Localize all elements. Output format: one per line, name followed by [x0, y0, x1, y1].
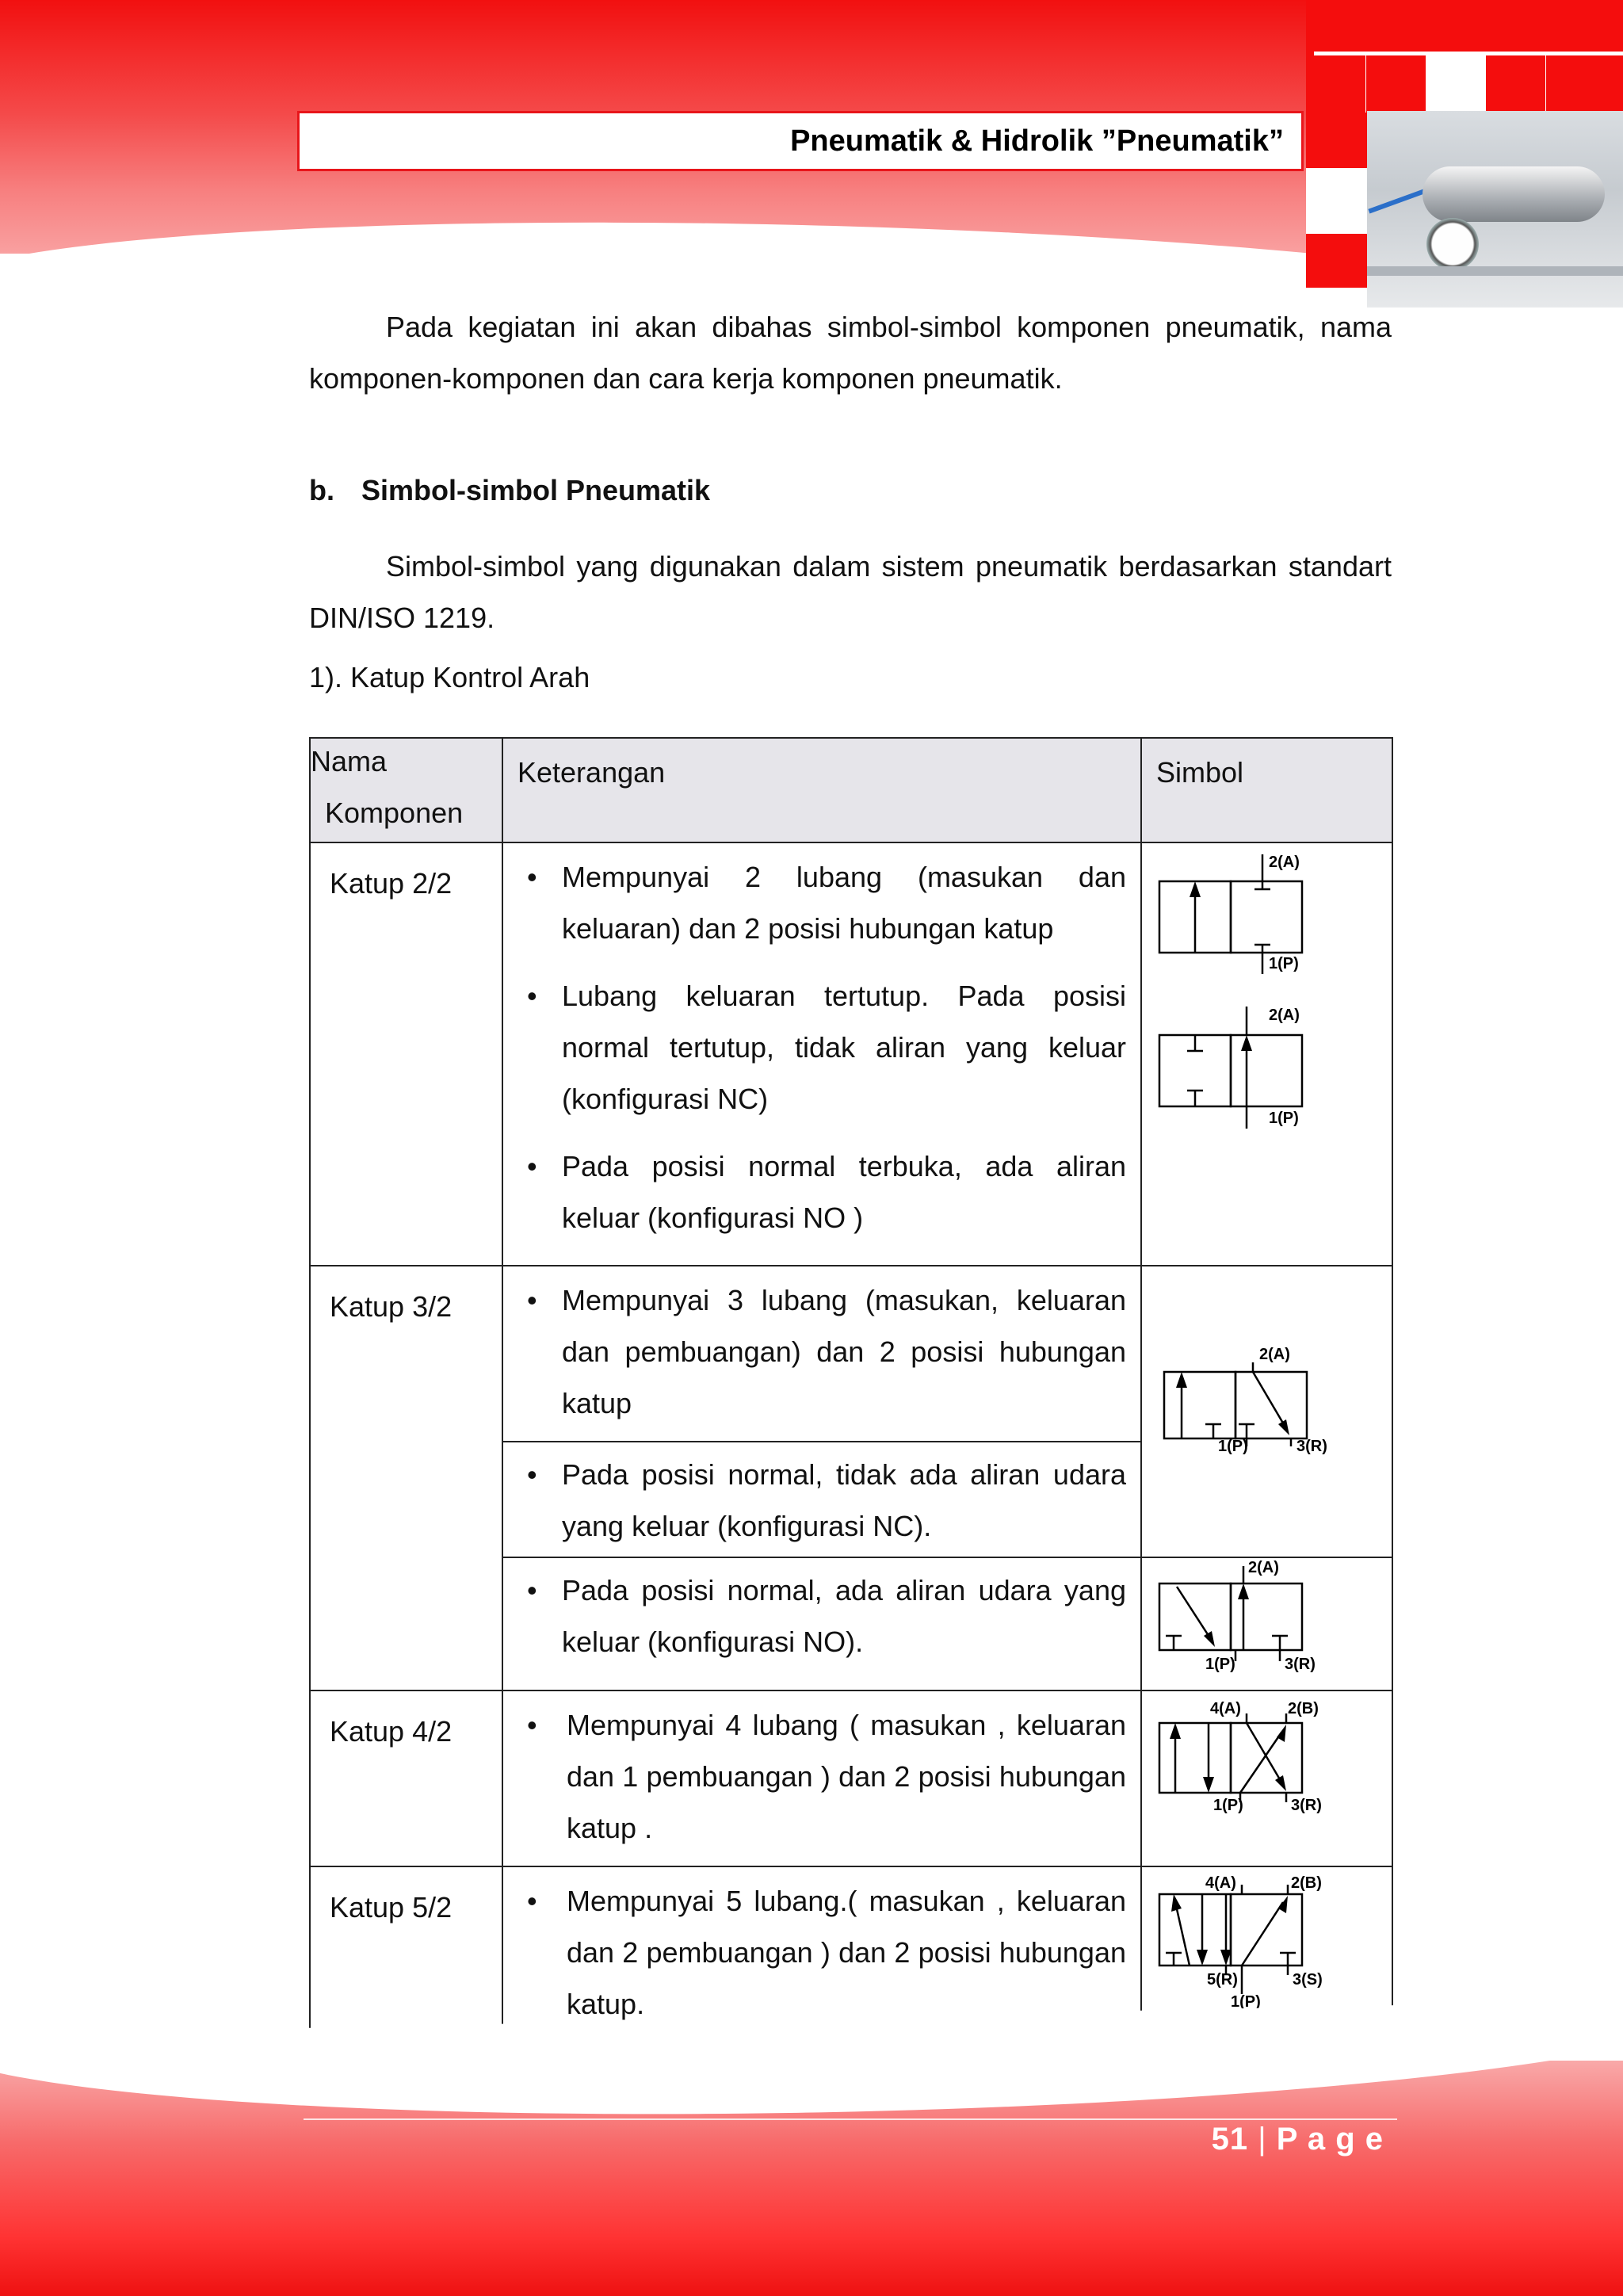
port-label-a: 2(A) [1248, 1559, 1279, 1576]
list-item: • Pada posisi normal, ada aliran udara yang keluar (konfigurasi NO). [527, 1574, 1126, 1658]
list-item: • Pada posisi normal terbuka, ada aliran keluar (konfigurasi NO ) [527, 1150, 1126, 1234]
footer-divider [304, 2118, 1397, 2120]
port-label-p: 1(P) [1205, 1656, 1235, 1673]
component-name: Katup 5/2 [330, 1891, 453, 1924]
page-number: 51 | P a g e [1211, 2122, 1384, 2157]
port-label-s: 3(S) [1293, 1971, 1323, 1988]
list-item: • Mempunyai 2 lubang (masukan dan keluaran) dan 2 posisi hubungan katup [527, 861, 1126, 945]
port-label-a: 2(A) [1259, 1346, 1290, 1363]
section-paragraph: Simbol-simbol yang digunakan dalam sistem pneumatik berdasarkan standart DIN/ISO 1219. [309, 550, 1392, 634]
compressor-photo [1367, 111, 1623, 308]
header-name: Nama Komponen [310, 738, 502, 842]
port-label-a: 2(A) [1269, 854, 1300, 871]
port-label-p: 1(P) [1269, 955, 1299, 972]
component-name: Katup 3/2 [330, 1290, 453, 1323]
list-item: • Mempunyai 3 lubang (masukan, keluaran dan pembuangan) dan 2 posisi hubungan katup [527, 1284, 1126, 1419]
table-row [310, 842, 1392, 1266]
header-symbol: Simbol [1141, 738, 1392, 842]
port-label-a: 4(A) [1210, 1700, 1241, 1717]
intro-paragraph: Pada kegiatan ini akan dibahas simbol-simbol komponen pneumatik, nama komponen-komponen dan cara kerja komponen pneumatik. [309, 311, 1392, 395]
component-name: Katup 2/2 [330, 867, 453, 900]
header-desc: Keterangan [502, 738, 1141, 842]
port-label-p: 1(P) [1218, 1438, 1248, 1455]
port-label-r: 5(R) [1207, 1971, 1238, 1988]
list-item: • Mempunyai 4 lubang ( masukan , keluaran dan 1 pembuangan ) dan 2 posisi hubungan katup . [527, 1709, 1126, 1844]
list-item: • Mempunyai 5 lubang.( masukan , keluaran dan 2 pembuangan ) dan 2 posisi hubungan katup. [527, 1885, 1126, 2020]
port-label-a: 4(A) [1205, 1874, 1236, 1892]
port-label-b: 2(B) [1288, 1700, 1319, 1717]
port-label-p: 1(P) [1231, 1993, 1261, 2011]
list-item: • Pada posisi normal, tidak ada aliran udara yang keluar (konfigurasi NC). [527, 1458, 1126, 1542]
port-label-r: 3(R) [1291, 1797, 1322, 1814]
port-label-p: 1(P) [1213, 1797, 1243, 1814]
valve-5-2-symbol [1142, 1867, 1392, 2018]
list-item: • Lubang keluaran tertutup. Pada posisi normal tertutup, tidak aliran yang keluar (konfigurasi NC) [527, 980, 1126, 1115]
subsection-title: 1). Katup Kontrol Arah [309, 661, 590, 693]
valve-2-2-symbol [1142, 843, 1392, 1129]
port-label-a: 2(A) [1269, 1007, 1300, 1024]
valve-3-2-no-symbol [1142, 1558, 1392, 1690]
port-label-b: 2(B) [1291, 1874, 1322, 1892]
table-header-row [310, 738, 1392, 842]
component-name: Katup 4/2 [330, 1715, 453, 1748]
valve-4-2-symbol [1142, 1691, 1392, 1818]
port-label-r: 3(R) [1285, 1656, 1316, 1673]
valve-table [309, 737, 1393, 2043]
header-title: Pneumatik & Hidrolik ”Pneumatik” [297, 111, 1304, 171]
table-row [310, 1690, 1392, 1866]
table-row [310, 1266, 1392, 1442]
port-label-p: 1(P) [1269, 1110, 1299, 1127]
section-title: b. Simbol-simbol Pneumatik [309, 474, 711, 506]
valve-3-2-nc-symbol [1142, 1332, 1392, 1491]
port-label-r: 3(R) [1296, 1438, 1327, 1455]
